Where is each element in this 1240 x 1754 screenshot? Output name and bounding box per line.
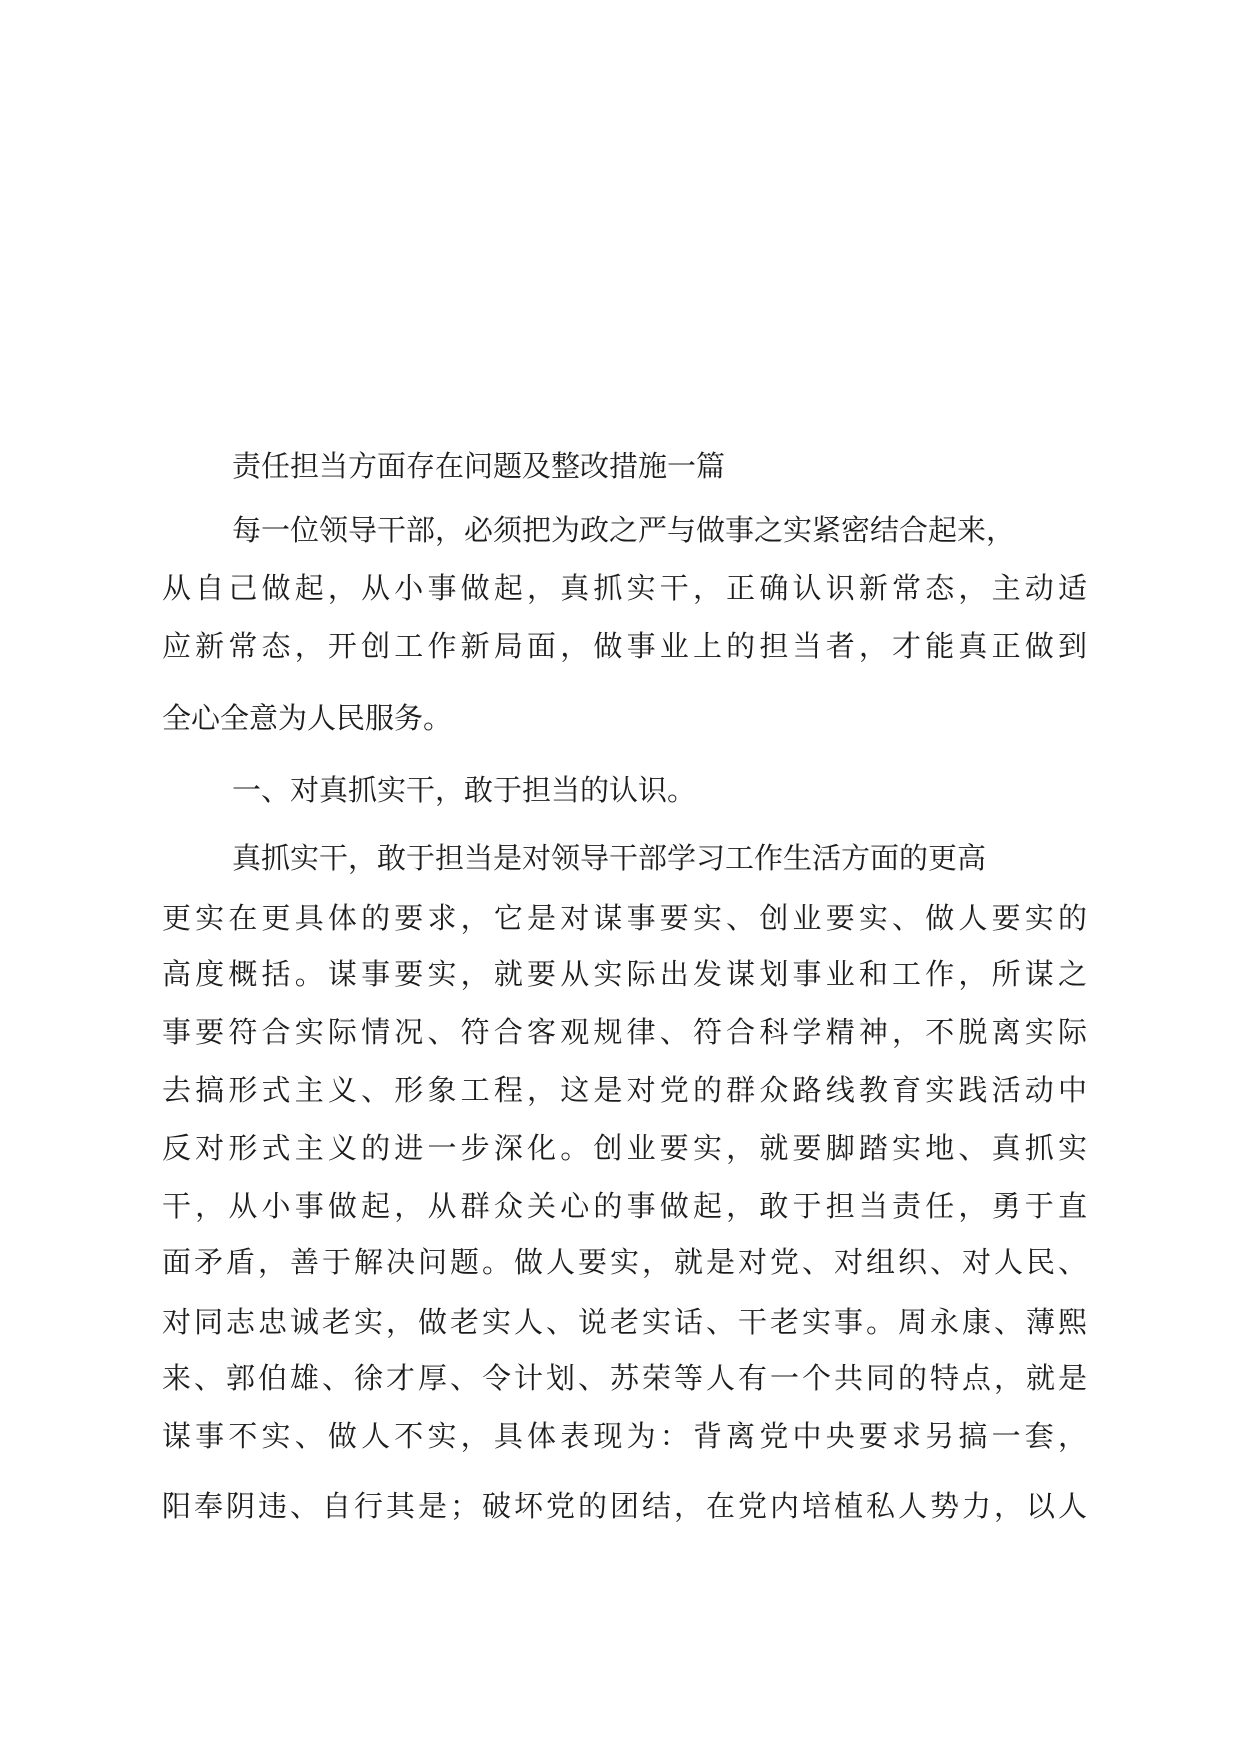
paragraph-line: 谋事不实、做人不实，具体表现为：背离党中央要求另搞一套， (162, 1419, 1087, 1453)
paragraph-line: 面矛盾，善于解决问题。做人要实，就是对党、对组织、对人民、 (162, 1245, 1087, 1279)
document-title: 责任担当方面存在问题及整改措施一篇 (232, 449, 726, 483)
paragraph-line: 事要符合实际情况、符合客观规律、符合科学精神，不脱离实际 (162, 1015, 1087, 1049)
paragraph-line: 对同志忠诚老实，做老实人、说老实话、干老实事。周永康、薄熙 (162, 1305, 1087, 1339)
paragraph-line: 反对形式主义的进一步深化。创业要实，就要脚踏实地、真抓实 (162, 1131, 1087, 1165)
paragraph-line: 来、郭伯雄、徐才厚、令计划、苏荣等人有一个共同的特点，就是 (162, 1361, 1087, 1395)
paragraph-line: 更实在更具体的要求，它是对谋事要实、创业要实、做人要实的 (162, 901, 1087, 935)
paragraph-line: 干，从小事做起，从群众关心的事做起，敢于担当责任，勇于直 (162, 1189, 1087, 1223)
paragraph-line: 真抓实干，敢于担当是对领导干部学习工作生活方面的更高 (232, 841, 987, 875)
paragraph-line: 应新常态，开创工作新局面，做事业上的担当者，才能真正做到 (162, 629, 1087, 663)
paragraph-line: 去搞形式主义、形象工程，这是对党的群众路线教育实践活动中 (162, 1073, 1087, 1107)
paragraph-line: 高度概括。谋事要实，就要从实际出发谋划事业和工作，所谋之 (162, 957, 1087, 991)
section-heading: 一、对真抓实干，敢于担当的认识。 (232, 773, 697, 807)
paragraph-line: 每一位领导干部，必须把为政之严与做事之实紧密结合起来， (232, 513, 1016, 547)
paragraph-line: 阳奉阴违、自行其是；破坏党的团结，在党内培植私人势力，以人 (162, 1489, 1087, 1523)
paragraph-line: 从自己做起，从小事做起，真抓实干，正确认识新常态，主动适 (162, 571, 1087, 605)
paragraph-line: 全心全意为人民服务。 (162, 701, 453, 735)
